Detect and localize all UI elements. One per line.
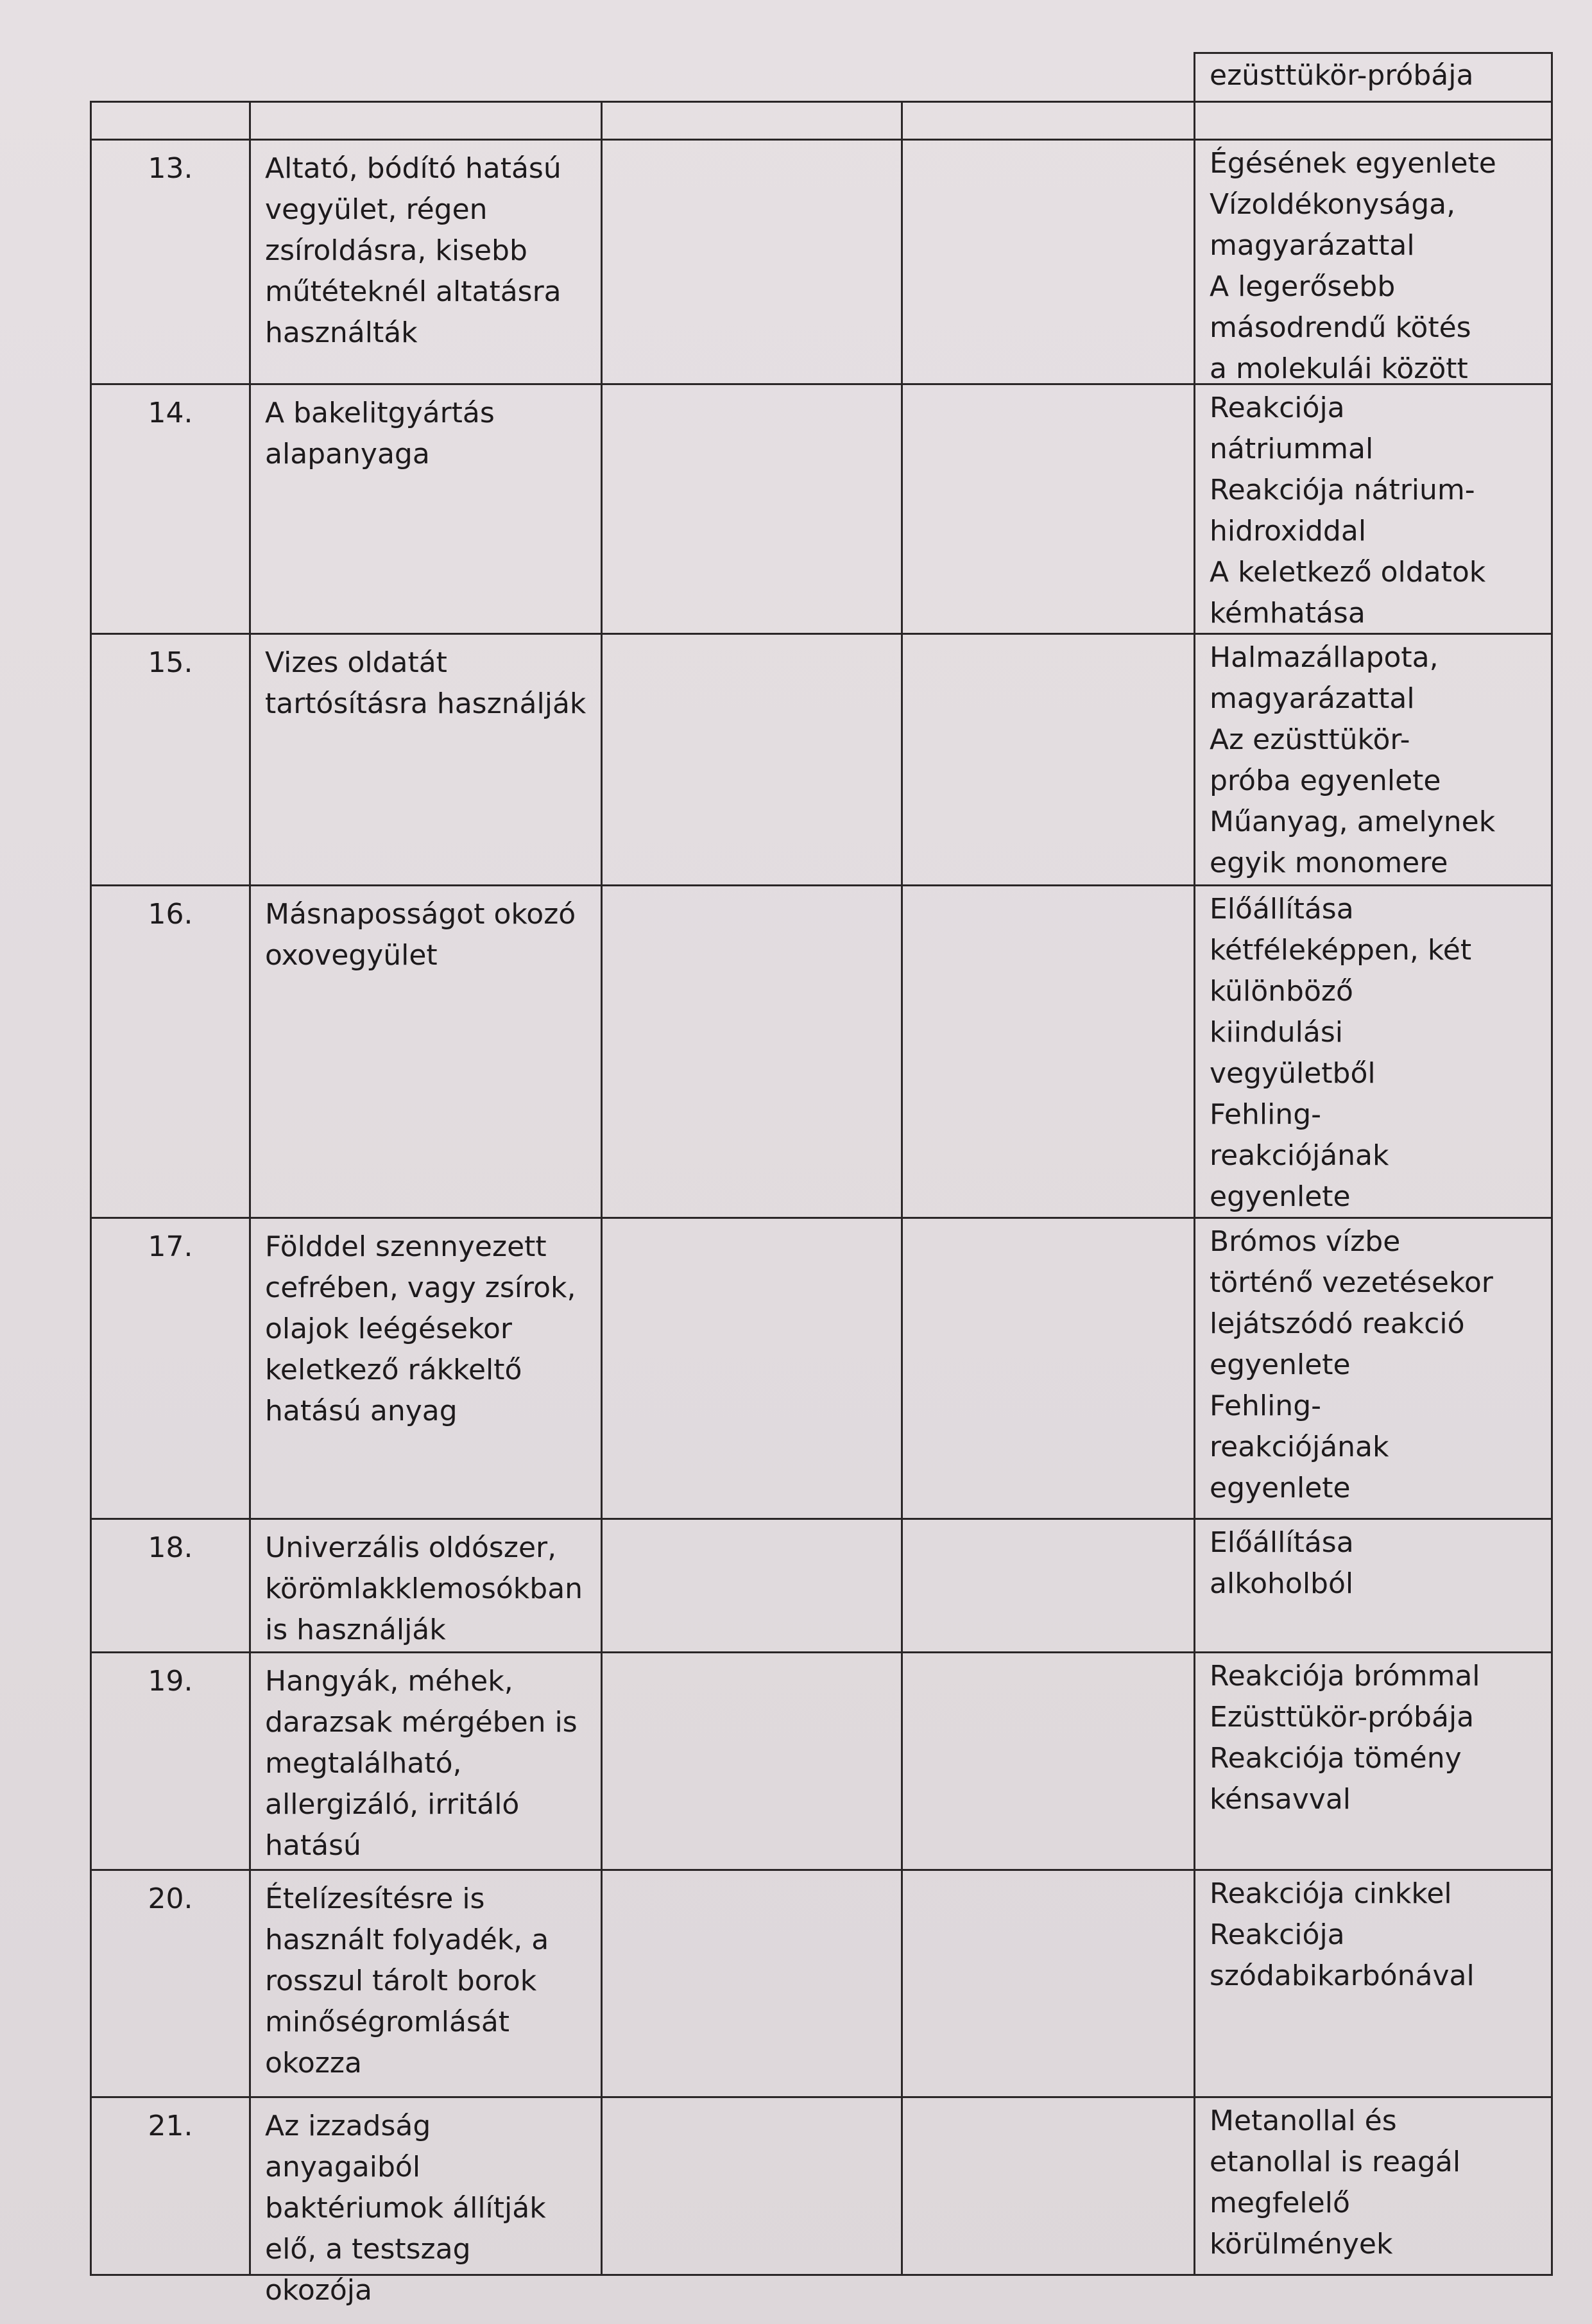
name-cell[interactable]: [601, 141, 901, 383]
row-number: 17.: [90, 1219, 249, 1518]
name-cell[interactable]: [601, 1653, 901, 1869]
formula-cell[interactable]: [901, 141, 1194, 383]
row-number: 16.: [90, 886, 249, 1217]
header-cell-tasks: [1194, 103, 1553, 139]
header-cell-name: [601, 103, 901, 139]
formula-cell[interactable]: [901, 635, 1194, 884]
description-cell: Az izzadság anyagaiból baktériumok állítják elő, a testszag okozója: [249, 2098, 601, 2274]
row-number: 14.: [90, 385, 249, 633]
tasks-cell: Reakciója cinkkel Reakciója szódabikarbónával: [1194, 1871, 1553, 2096]
tasks-cell: Előállítása alkoholból: [1194, 1520, 1553, 1651]
prev-row-tasks-cell: ezüsttükör-próbája: [1194, 52, 1553, 102]
name-cell[interactable]: [601, 1219, 901, 1518]
tasks-cell: Metanollal és etanollal is reagál megfelelő körülmények: [1194, 2098, 1553, 2274]
row-number: 20.: [90, 1871, 249, 2096]
description-cell: Altató, bódító hatású vegyület, régen zsíroldásra, kisebb műtéteknél altatásra használták: [249, 141, 601, 383]
description-cell: Másnaposságot okozó oxovegyület: [249, 886, 601, 1217]
table-row: [90, 141, 1553, 385]
header-row: [90, 101, 1553, 141]
row-number: 13.: [90, 141, 249, 383]
header-cell-formula: [901, 103, 1194, 139]
tasks-cell: Előállítása kétféleképpen, két különböző kiindulási vegyületből Fehling- reakciójának egyenlete: [1194, 886, 1553, 1217]
description-cell: Hangyák, méhek, darazsak mérgében is megtalálható, allergizáló, irritáló hatású: [249, 1653, 601, 1869]
description-cell: A bakelitgyártás alapanyaga: [249, 385, 601, 633]
formula-cell[interactable]: [901, 1871, 1194, 2096]
formula-cell[interactable]: [901, 886, 1194, 1217]
header-cell-description: [249, 103, 601, 139]
table-row: [90, 2098, 1553, 2307]
header-cell-number: [90, 103, 249, 139]
tasks-cell: Brómos vízbe történő vezetésekor lejátszódó reakció egyenlete Fehling- reakciójának egyenlete: [1194, 1219, 1553, 1518]
table-row: [90, 886, 1553, 1219]
description-cell: Földdel szennyezett cefrében, vagy zsírok, olajok leégésekor keletkező rákkeltő hatású anyag: [249, 1219, 601, 1518]
row-number: 21.: [90, 2098, 249, 2274]
table-row: [90, 1520, 1553, 1653]
name-cell[interactable]: [601, 385, 901, 633]
table-row: [90, 385, 1553, 635]
formula-cell[interactable]: [901, 385, 1194, 633]
row-number: 19.: [90, 1653, 249, 1869]
description-cell: Vizes oldatát tartósításra használják: [249, 635, 601, 884]
name-cell[interactable]: [601, 635, 901, 884]
name-cell[interactable]: [601, 1520, 901, 1651]
name-cell[interactable]: [601, 1871, 901, 2096]
tasks-cell: Halmazállapota, magyarázattal Az ezüsttükör- próba egyenlete Műanyag, amelynek egyik monomere: [1194, 635, 1553, 884]
tasks-cell: Reakciója brómmal Ezüsttükör-próbája Reakciója tömény kénsavval: [1194, 1653, 1553, 1869]
tasks-cell: Reakciója nátriummal Reakciója nátrium- hidroxiddal A keletkező oldatok kémhatása: [1194, 385, 1553, 633]
name-cell[interactable]: [601, 2098, 901, 2274]
description-cell: Ételízesítésre is használt folyadék, a rosszul tárolt borok minőségromlását okozza: [249, 1871, 601, 2096]
formula-cell[interactable]: [901, 1653, 1194, 1869]
row-number: 18.: [90, 1520, 249, 1651]
tasks-cell: Égésének egyenlete Vízoldékonysága, magyarázattal A legerősebb másodrendű kötés a molekulái között: [1194, 141, 1553, 383]
table-row: [90, 1871, 1553, 2098]
table-row: [90, 1653, 1553, 1871]
formula-cell[interactable]: [901, 2098, 1194, 2274]
row-number: 15.: [90, 635, 249, 884]
formula-cell[interactable]: [901, 1219, 1194, 1518]
description-cell: Univerzális oldószer, körömlakklemosókban is használják: [249, 1520, 601, 1651]
table-row: [90, 1219, 1553, 1520]
formula-cell[interactable]: [901, 1520, 1194, 1651]
table-row: [90, 635, 1553, 886]
name-cell[interactable]: [601, 886, 901, 1217]
